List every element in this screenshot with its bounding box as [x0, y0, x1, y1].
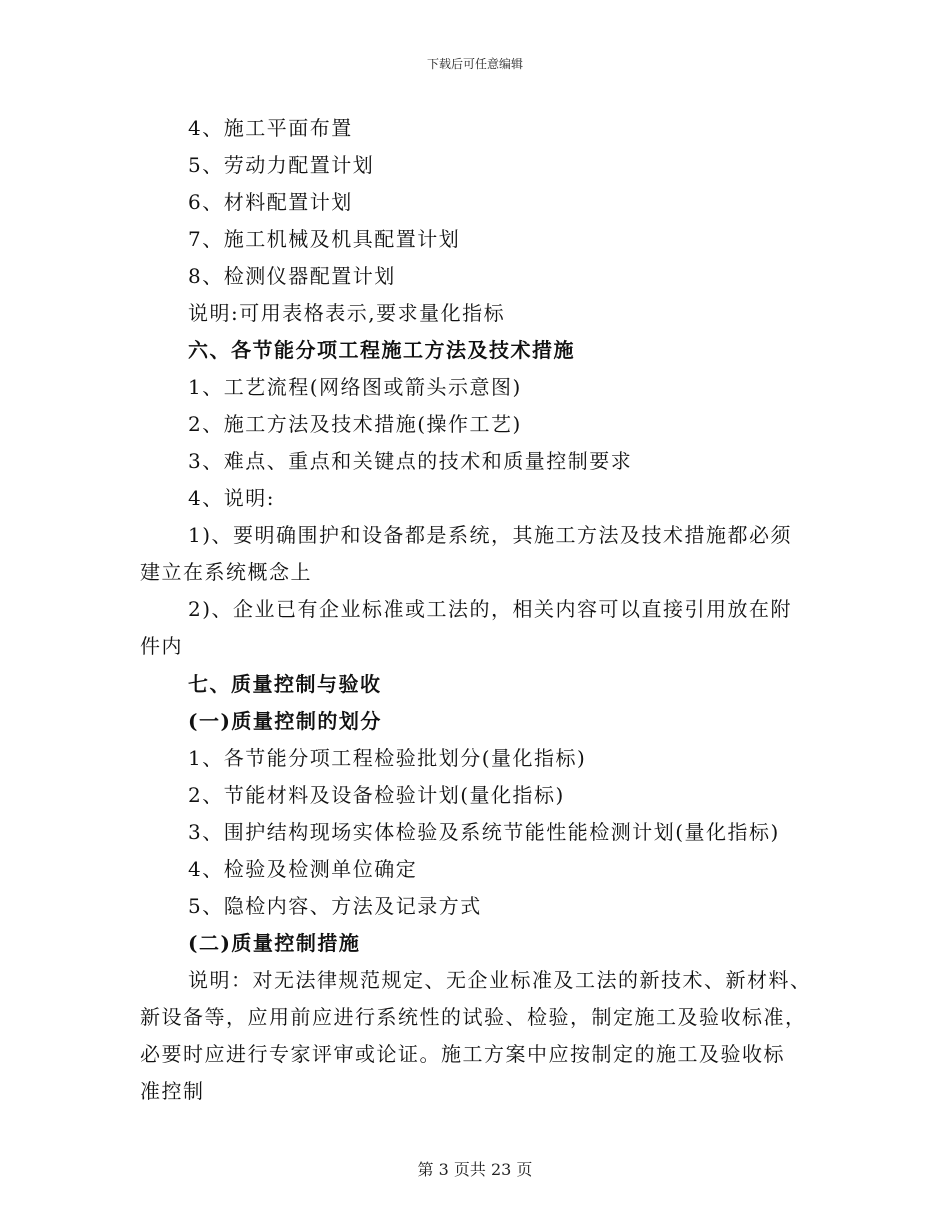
- list-item: 5、隐检内容、方法及记录方式: [188, 894, 482, 918]
- paragraph-line: 建立在系统概念上: [140, 560, 312, 584]
- list-item: 4、检验及检测单位确定: [188, 857, 418, 881]
- list-item: 2、节能材料及设备检验计划(量化指标): [188, 783, 565, 807]
- list-item: 2、施工方法及技术措施(操作工艺): [188, 412, 522, 436]
- note-text: 说明:可用表格表示,要求量化指标: [188, 301, 506, 325]
- list-item: 6、材料配置计划: [188, 190, 353, 214]
- list-item: 1、工艺流程(网络图或箭头示意图): [188, 375, 522, 399]
- paragraph-line: 件内: [140, 634, 183, 658]
- subsection-heading: (二)质量控制措施: [188, 931, 361, 955]
- page-header: 下载后可任意编辑: [426, 57, 523, 71]
- section-heading: 六、各节能分项工程施工方法及技术措施: [188, 338, 575, 362]
- paragraph-line: 新设备等，应用前应进行系统性的试验、检验，制定施工及验收标准，: [140, 1005, 807, 1029]
- list-item: 8、检测仪器配置计划: [188, 264, 396, 288]
- list-item: 4、施工平面布置: [188, 116, 353, 140]
- paragraph-line: 说明：对无法律规范规定、无企业标准及工法的新技术、新材料、: [188, 968, 812, 992]
- list-item: 4、说明:: [188, 486, 275, 510]
- paragraph-line: 1)、要明确围护和设备都是系统，其施工方法及技术措施都必须: [188, 523, 793, 547]
- section-heading: 七、质量控制与验收: [188, 672, 382, 696]
- list-item: 1、各节能分项工程检验批划分(量化指标): [188, 746, 587, 770]
- paragraph-line: 2)、企业已有企业标准或工法的，相关内容可以直接引用放在附: [188, 597, 793, 621]
- list-item: 3、围护结构现场实体检验及系统节能性能检测计划(量化指标): [188, 820, 780, 844]
- subsection-heading: (一)质量控制的划分: [188, 709, 382, 733]
- paragraph-line: 准控制: [140, 1079, 205, 1103]
- page-number: 第 3 页共 23 页: [417, 1160, 533, 1179]
- list-item: 5、劳动力配置计划: [188, 153, 375, 177]
- list-item: 7、施工机械及机具配置计划: [188, 227, 461, 251]
- paragraph-line: 必要时应进行专家评审或论证。施工方案中应按制定的施工及验收标: [140, 1042, 785, 1066]
- list-item: 3、难点、重点和关键点的技术和质量控制要求: [188, 449, 633, 473]
